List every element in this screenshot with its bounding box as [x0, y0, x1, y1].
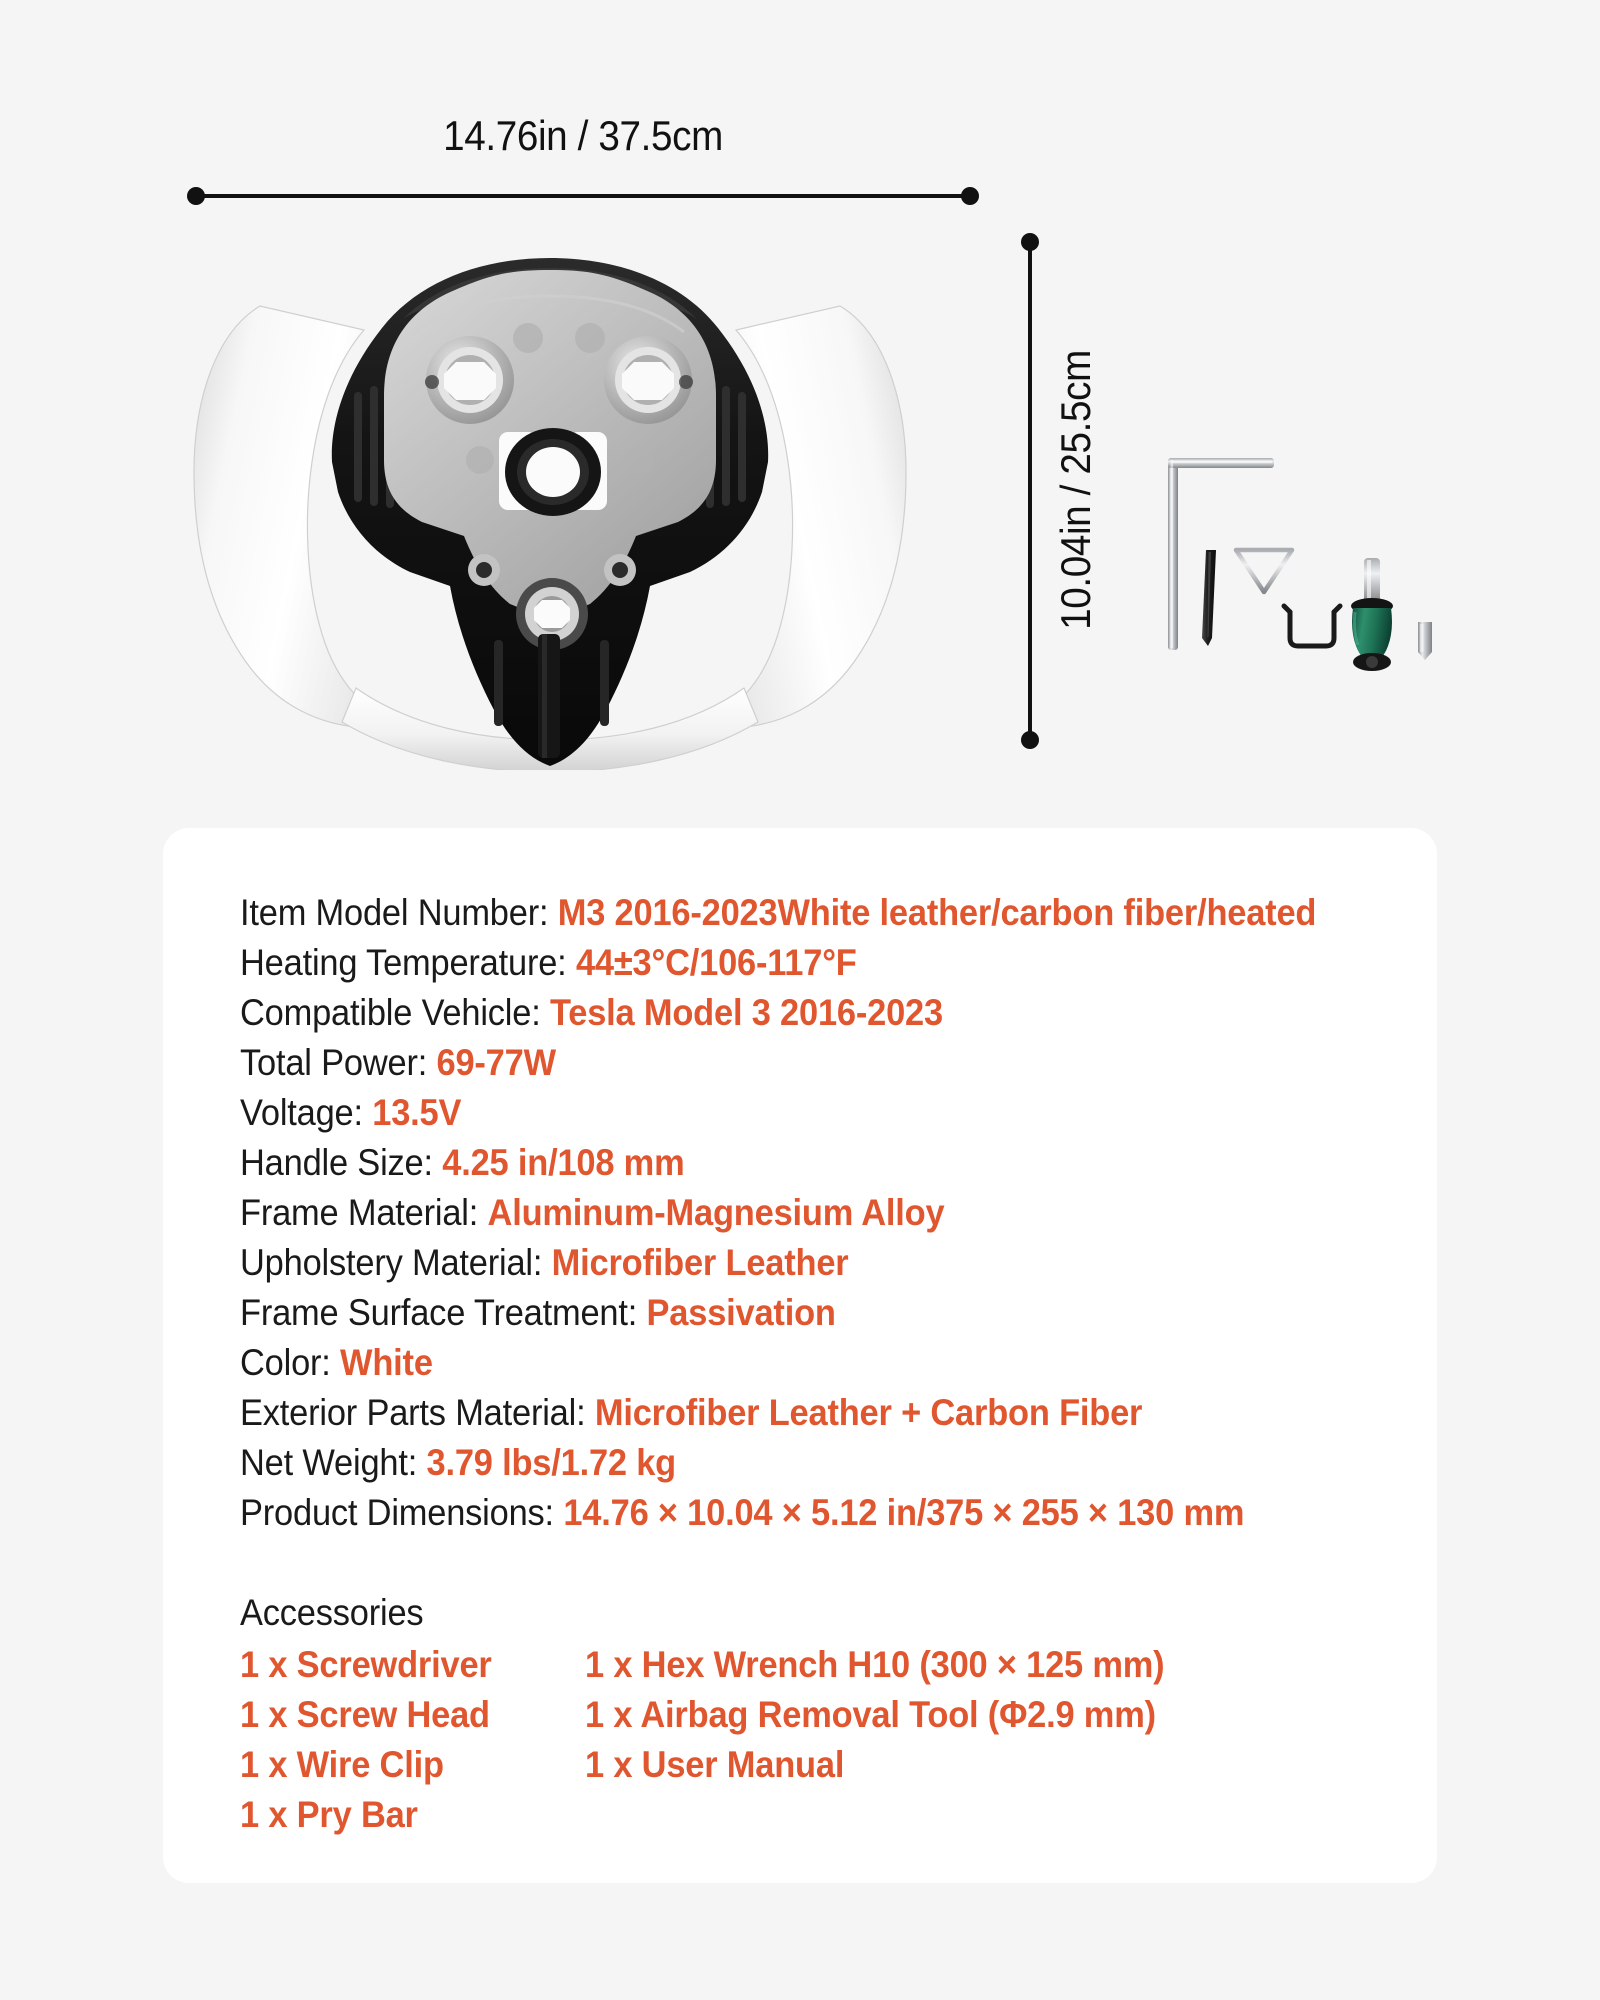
- height-dimension-label-wrap: [1052, 240, 1100, 740]
- spec-label: Handle Size:: [240, 1142, 433, 1183]
- spec-value: Aluminum-Magnesium Alloy: [487, 1192, 945, 1233]
- spec-row: [240, 1338, 1337, 1388]
- spec-label: Upholstery Material:: [240, 1242, 543, 1283]
- spec-label: Color:: [240, 1342, 331, 1383]
- width-dimension-label: 14.76in / 37.5cm: [443, 112, 723, 159]
- steering-wheel-image: [150, 210, 990, 770]
- accessory-item: 1 x Hex Wrench H10 (300 × 125 mm): [585, 1644, 1165, 1685]
- width-dimension-endpoint-left: [187, 187, 205, 205]
- spec-row: [240, 938, 1337, 988]
- spec-row: [240, 1188, 1337, 1238]
- spec-value: Passivation: [646, 1292, 836, 1333]
- accessory-item: 1 x User Manual: [585, 1744, 845, 1785]
- spec-label: Frame Surface Treatment:: [240, 1292, 638, 1333]
- spec-value: M3 2016-2023White leather/carbon fiber/heated: [557, 892, 1317, 933]
- spec-row: [240, 1288, 1337, 1338]
- airbag-removal-tool-icon: [1236, 550, 1292, 646]
- spec-row: [240, 1388, 1337, 1438]
- spec-value: 14.76 × 10.04 × 5.12 in/375 × 255 × 130 mm: [563, 1492, 1245, 1533]
- hex-wrench-icon: [1168, 458, 1274, 650]
- wiring-strap: [538, 634, 560, 758]
- hub-bolt-boss-left: [426, 336, 514, 424]
- height-dimension-endpoint-top: [1021, 233, 1039, 251]
- accessory-item: 1 x Airbag Removal Tool (Φ2.9 mm): [585, 1694, 1156, 1735]
- spec-row: [240, 1088, 1337, 1138]
- spec-value: Microfiber Leather + Carbon Fiber: [594, 1392, 1143, 1433]
- height-dimension-line: [1028, 240, 1032, 740]
- width-dimension-endpoint-right: [961, 187, 979, 205]
- spec-value: Tesla Model 3 2016-2023: [549, 992, 943, 1033]
- screwdriver-icon: [1351, 558, 1393, 671]
- height-dimension-label: 10.04in / 25.5cm: [1052, 350, 1100, 630]
- spec-value: 3.79 lbs/1.72 kg: [426, 1442, 677, 1483]
- spec-label: Item Model Number:: [240, 892, 549, 933]
- spec-row: [240, 1488, 1337, 1538]
- width-dimension-line: [196, 194, 970, 198]
- spec-label: Net Weight:: [240, 1442, 418, 1483]
- specification-card: [163, 828, 1437, 1883]
- spec-label: Total Power:: [240, 1042, 428, 1083]
- accessories-heading: Accessories: [240, 1592, 424, 1633]
- accessories-column-right: [585, 1640, 1208, 1790]
- spec-label: Voltage:: [240, 1092, 363, 1133]
- spec-value: Microfiber Leather: [551, 1242, 849, 1283]
- spec-row: [240, 1238, 1337, 1288]
- accessories-column-left: [240, 1640, 511, 1840]
- accessory-item: 1 x Screwdriver: [240, 1644, 492, 1685]
- accessory-item: 1 x Wire Clip: [240, 1744, 444, 1785]
- hub-bolt-boss-right: [604, 336, 692, 424]
- wiring-strap-highlight: [542, 634, 547, 758]
- pry-bar-icon: [1202, 550, 1216, 646]
- specification-list: [240, 888, 1420, 1538]
- spec-row: [240, 1038, 1337, 1088]
- spec-row: [240, 1138, 1337, 1188]
- steering-column-hole: [505, 428, 601, 516]
- accessory-item: 1 x Pry Bar: [240, 1794, 418, 1835]
- spec-label: Frame Material:: [240, 1192, 479, 1233]
- screw-head-icon: [1418, 622, 1432, 660]
- spec-row: [240, 988, 1337, 1038]
- height-dimension-endpoint-bottom: [1021, 731, 1039, 749]
- spec-value: 44±3°C/106-117°F: [575, 942, 857, 983]
- spec-value: 13.5V: [372, 1092, 462, 1133]
- spec-row: [240, 1438, 1337, 1488]
- spec-label: Compatible Vehicle:: [240, 992, 541, 1033]
- spec-label: Product Dimensions:: [240, 1492, 554, 1533]
- wire-clip-icon: [1284, 606, 1340, 646]
- spec-row: [240, 888, 1337, 938]
- accessory-item: 1 x Screw Head: [240, 1694, 490, 1735]
- spec-label: Exterior Parts Material:: [240, 1392, 586, 1433]
- spec-value: 4.25 in/108 mm: [442, 1142, 685, 1183]
- included-tools-image: [1150, 440, 1450, 780]
- spec-value: White: [340, 1342, 433, 1383]
- spec-label: Heating Temperature:: [240, 942, 567, 983]
- spec-value: 69-77W: [436, 1042, 556, 1083]
